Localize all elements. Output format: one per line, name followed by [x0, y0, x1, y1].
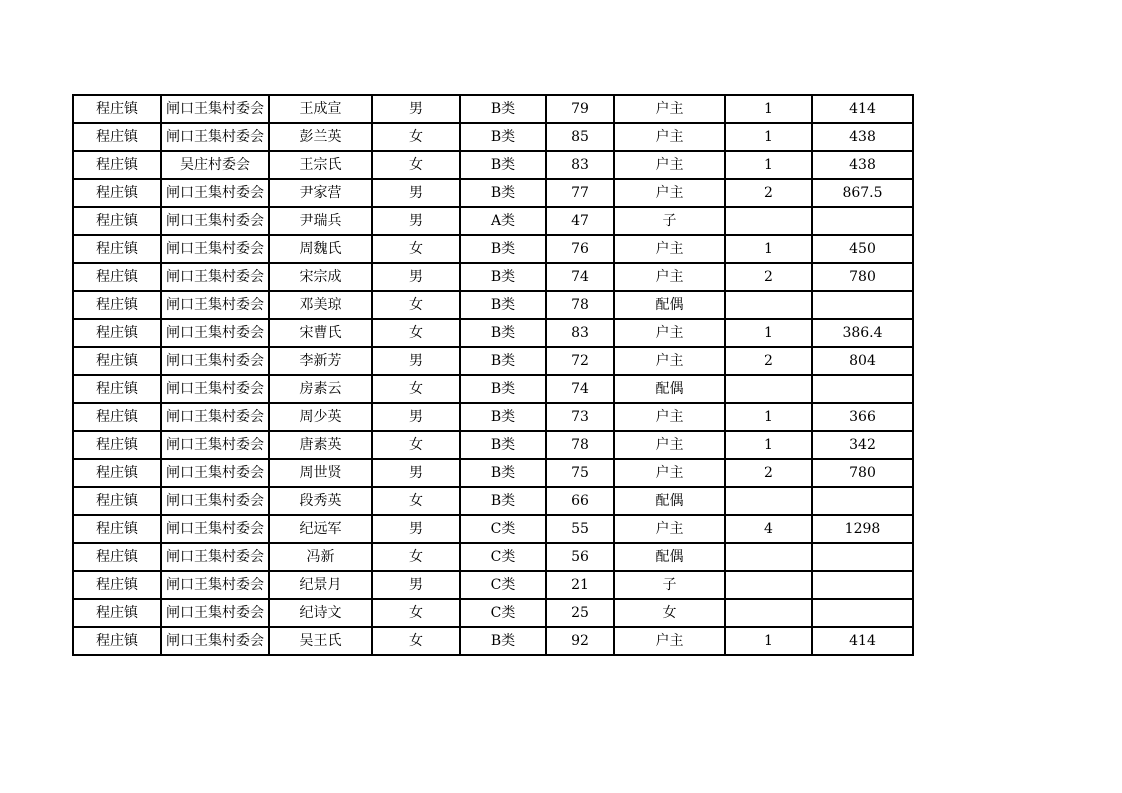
name-cell: 纪景月 — [269, 571, 372, 599]
age-cell: 83 — [546, 319, 614, 347]
gender-cell: 女 — [372, 151, 460, 179]
name-cell: 王成宣 — [269, 95, 372, 123]
table-row — [73, 543, 913, 571]
town-cell: 程庄镇 — [73, 179, 161, 207]
village-cell: 闸口王集村委会 — [161, 627, 269, 655]
amount-cell: 438 — [812, 123, 913, 151]
table-row — [73, 123, 913, 151]
table-row — [73, 319, 913, 347]
category-cell: B类 — [460, 123, 546, 151]
gender-cell: 男 — [372, 515, 460, 543]
village-cell: 闸口王集村委会 — [161, 487, 269, 515]
category-cell: B类 — [460, 403, 546, 431]
category-cell: B类 — [460, 179, 546, 207]
village-cell: 闸口王集村委会 — [161, 375, 269, 403]
category-cell: B类 — [460, 151, 546, 179]
table-row — [73, 599, 913, 627]
table-row — [73, 571, 913, 599]
age-cell: 25 — [546, 599, 614, 627]
household-size-cell: 1 — [725, 319, 812, 347]
town-cell: 程庄镇 — [73, 515, 161, 543]
table-row — [73, 515, 913, 543]
data-table — [72, 94, 914, 656]
table-row — [73, 347, 913, 375]
household-size-cell — [725, 291, 812, 319]
name-cell: 冯新 — [269, 543, 372, 571]
relation-cell: 配偶 — [614, 543, 725, 571]
village-cell: 闸口王集村委会 — [161, 571, 269, 599]
gender-cell: 男 — [372, 403, 460, 431]
name-cell: 李新芳 — [269, 347, 372, 375]
village-cell: 闸口王集村委会 — [161, 123, 269, 151]
amount-cell: 867.5 — [812, 179, 913, 207]
amount-cell — [812, 487, 913, 515]
town-cell: 程庄镇 — [73, 151, 161, 179]
relation-cell: 户主 — [614, 515, 725, 543]
gender-cell: 男 — [372, 179, 460, 207]
relation-cell: 户主 — [614, 95, 725, 123]
household-size-cell — [725, 375, 812, 403]
table-row — [73, 627, 913, 655]
amount-cell: 450 — [812, 235, 913, 263]
amount-cell: 438 — [812, 151, 913, 179]
town-cell: 程庄镇 — [73, 403, 161, 431]
name-cell: 宋曹氏 — [269, 319, 372, 347]
relation-cell: 户主 — [614, 123, 725, 151]
amount-cell — [812, 571, 913, 599]
amount-cell — [812, 543, 913, 571]
town-cell: 程庄镇 — [73, 459, 161, 487]
age-cell: 76 — [546, 235, 614, 263]
category-cell: B类 — [460, 487, 546, 515]
gender-cell: 男 — [372, 207, 460, 235]
village-cell: 闸口王集村委会 — [161, 235, 269, 263]
relation-cell: 户主 — [614, 319, 725, 347]
household-size-cell — [725, 487, 812, 515]
gender-cell: 女 — [372, 627, 460, 655]
village-cell: 闸口王集村委会 — [161, 263, 269, 291]
name-cell: 周世贤 — [269, 459, 372, 487]
category-cell: C类 — [460, 599, 546, 627]
gender-cell: 男 — [372, 459, 460, 487]
gender-cell: 男 — [372, 571, 460, 599]
table-row — [73, 179, 913, 207]
village-cell: 闸口王集村委会 — [161, 207, 269, 235]
village-cell: 闸口王集村委会 — [161, 543, 269, 571]
table-row — [73, 263, 913, 291]
relation-cell: 配偶 — [614, 487, 725, 515]
village-cell: 闸口王集村委会 — [161, 431, 269, 459]
town-cell: 程庄镇 — [73, 431, 161, 459]
amount-cell — [812, 599, 913, 627]
town-cell: 程庄镇 — [73, 291, 161, 319]
table-row — [73, 235, 913, 263]
category-cell: B类 — [460, 347, 546, 375]
table-row — [73, 95, 913, 123]
category-cell: A类 — [460, 207, 546, 235]
table-row — [73, 291, 913, 319]
category-cell: B类 — [460, 235, 546, 263]
name-cell: 周魏氏 — [269, 235, 372, 263]
town-cell: 程庄镇 — [73, 123, 161, 151]
relation-cell: 户主 — [614, 263, 725, 291]
amount-cell: 342 — [812, 431, 913, 459]
relation-cell: 户主 — [614, 151, 725, 179]
village-cell: 闸口王集村委会 — [161, 599, 269, 627]
relation-cell: 女 — [614, 599, 725, 627]
amount-cell: 804 — [812, 347, 913, 375]
category-cell: B类 — [460, 375, 546, 403]
gender-cell: 女 — [372, 319, 460, 347]
age-cell: 74 — [546, 263, 614, 291]
table-row — [73, 459, 913, 487]
town-cell: 程庄镇 — [73, 319, 161, 347]
age-cell: 78 — [546, 291, 614, 319]
category-cell: B类 — [460, 627, 546, 655]
relation-cell: 子 — [614, 207, 725, 235]
age-cell: 21 — [546, 571, 614, 599]
gender-cell: 女 — [372, 487, 460, 515]
town-cell: 程庄镇 — [73, 207, 161, 235]
table-body — [73, 95, 913, 655]
relation-cell: 配偶 — [614, 375, 725, 403]
gender-cell: 男 — [372, 263, 460, 291]
household-size-cell: 4 — [725, 515, 812, 543]
amount-cell: 780 — [812, 263, 913, 291]
age-cell: 72 — [546, 347, 614, 375]
age-cell: 75 — [546, 459, 614, 487]
town-cell: 程庄镇 — [73, 543, 161, 571]
name-cell: 唐素英 — [269, 431, 372, 459]
town-cell: 程庄镇 — [73, 95, 161, 123]
amount-cell: 386.4 — [812, 319, 913, 347]
name-cell: 纪诗文 — [269, 599, 372, 627]
relation-cell: 户主 — [614, 431, 725, 459]
age-cell: 66 — [546, 487, 614, 515]
table-row — [73, 403, 913, 431]
town-cell: 程庄镇 — [73, 235, 161, 263]
name-cell: 宋宗成 — [269, 263, 372, 291]
town-cell: 程庄镇 — [73, 571, 161, 599]
category-cell: B类 — [460, 95, 546, 123]
gender-cell: 男 — [372, 95, 460, 123]
relation-cell: 户主 — [614, 459, 725, 487]
household-size-cell: 1 — [725, 95, 812, 123]
age-cell: 55 — [546, 515, 614, 543]
age-cell: 77 — [546, 179, 614, 207]
category-cell: C类 — [460, 543, 546, 571]
household-size-cell: 2 — [725, 459, 812, 487]
name-cell: 周少英 — [269, 403, 372, 431]
household-size-cell: 2 — [725, 347, 812, 375]
gender-cell: 女 — [372, 235, 460, 263]
town-cell: 程庄镇 — [73, 263, 161, 291]
table-row — [73, 431, 913, 459]
town-cell: 程庄镇 — [73, 375, 161, 403]
category-cell: B类 — [460, 459, 546, 487]
household-size-cell: 1 — [725, 431, 812, 459]
relation-cell: 户主 — [614, 403, 725, 431]
name-cell: 段秀英 — [269, 487, 372, 515]
household-size-cell: 2 — [725, 179, 812, 207]
relation-cell: 户主 — [614, 627, 725, 655]
household-size-cell: 2 — [725, 263, 812, 291]
town-cell: 程庄镇 — [73, 627, 161, 655]
category-cell: B类 — [460, 431, 546, 459]
age-cell: 92 — [546, 627, 614, 655]
amount-cell: 1298 — [812, 515, 913, 543]
gender-cell: 女 — [372, 543, 460, 571]
household-size-cell: 1 — [725, 403, 812, 431]
household-size-cell: 1 — [725, 627, 812, 655]
relation-cell: 户主 — [614, 179, 725, 207]
category-cell: C类 — [460, 515, 546, 543]
relation-cell: 子 — [614, 571, 725, 599]
gender-cell: 女 — [372, 375, 460, 403]
village-cell: 闸口王集村委会 — [161, 515, 269, 543]
village-cell: 吴庄村委会 — [161, 151, 269, 179]
gender-cell: 女 — [372, 291, 460, 319]
village-cell: 闸口王集村委会 — [161, 403, 269, 431]
household-size-cell — [725, 207, 812, 235]
age-cell: 47 — [546, 207, 614, 235]
gender-cell: 女 — [372, 123, 460, 151]
town-cell: 程庄镇 — [73, 487, 161, 515]
name-cell: 吴王氏 — [269, 627, 372, 655]
town-cell: 程庄镇 — [73, 347, 161, 375]
category-cell: B类 — [460, 319, 546, 347]
relation-cell: 户主 — [614, 347, 725, 375]
household-size-cell — [725, 599, 812, 627]
table-row — [73, 207, 913, 235]
household-size-cell: 1 — [725, 235, 812, 263]
category-cell: C类 — [460, 571, 546, 599]
name-cell: 王宗氏 — [269, 151, 372, 179]
household-size-cell: 1 — [725, 151, 812, 179]
name-cell: 纪远军 — [269, 515, 372, 543]
relation-cell: 户主 — [614, 235, 725, 263]
age-cell: 56 — [546, 543, 614, 571]
relation-cell: 配偶 — [614, 291, 725, 319]
category-cell: B类 — [460, 291, 546, 319]
amount-cell — [812, 207, 913, 235]
amount-cell: 366 — [812, 403, 913, 431]
table-row — [73, 375, 913, 403]
town-cell: 程庄镇 — [73, 599, 161, 627]
gender-cell: 女 — [372, 599, 460, 627]
age-cell: 78 — [546, 431, 614, 459]
name-cell: 邓美琼 — [269, 291, 372, 319]
village-cell: 闸口王集村委会 — [161, 347, 269, 375]
village-cell: 闸口王集村委会 — [161, 319, 269, 347]
amount-cell — [812, 375, 913, 403]
gender-cell: 女 — [372, 431, 460, 459]
name-cell: 尹瑞兵 — [269, 207, 372, 235]
household-size-cell — [725, 571, 812, 599]
category-cell: B类 — [460, 263, 546, 291]
name-cell: 房素云 — [269, 375, 372, 403]
table-row — [73, 487, 913, 515]
age-cell: 73 — [546, 403, 614, 431]
household-size-cell — [725, 543, 812, 571]
amount-cell — [812, 291, 913, 319]
age-cell: 79 — [546, 95, 614, 123]
amount-cell: 414 — [812, 627, 913, 655]
village-cell: 闸口王集村委会 — [161, 179, 269, 207]
name-cell: 彭兰英 — [269, 123, 372, 151]
village-cell: 闸口王集村委会 — [161, 459, 269, 487]
name-cell: 尹家营 — [269, 179, 372, 207]
village-cell: 闸口王集村委会 — [161, 291, 269, 319]
age-cell: 85 — [546, 123, 614, 151]
gender-cell: 男 — [372, 347, 460, 375]
age-cell: 74 — [546, 375, 614, 403]
table-row — [73, 151, 913, 179]
amount-cell: 414 — [812, 95, 913, 123]
village-cell: 闸口王集村委会 — [161, 95, 269, 123]
household-size-cell: 1 — [725, 123, 812, 151]
age-cell: 83 — [546, 151, 614, 179]
amount-cell: 780 — [812, 459, 913, 487]
